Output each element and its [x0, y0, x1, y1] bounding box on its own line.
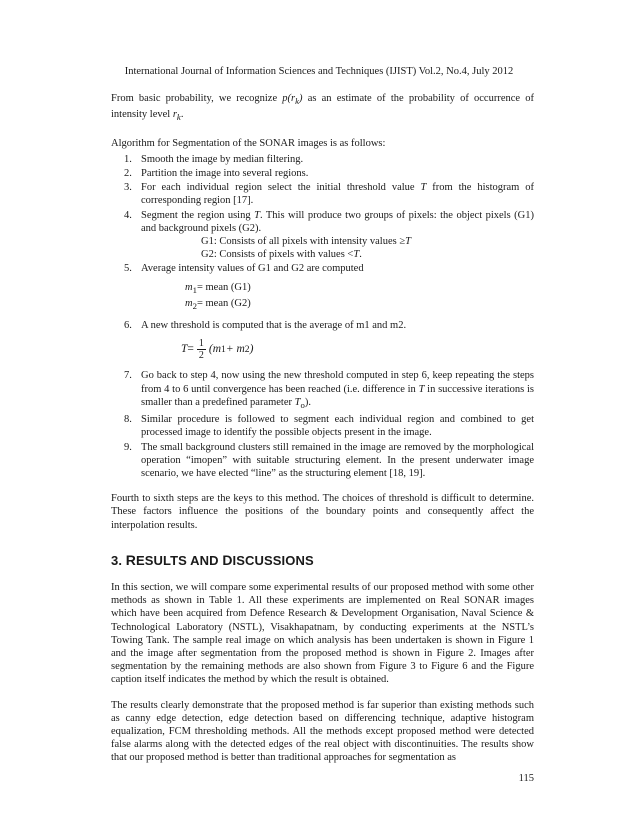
- algorithm-title: Algorithm for Segmentation of the SONAR images is as follows:: [111, 137, 386, 149]
- step-2: 2. Partition the image into several regions.: [124, 168, 309, 179]
- section-heading: 3. RESULTS AND DISCUSSIONS: [111, 551, 314, 568]
- group-g1-definition: G1: Consists of all pixels with intensity values ≥T: [201, 236, 411, 248]
- mean-definitions: [185, 281, 534, 314]
- running-header: International Journal of Information Sciences and Techniques (IJIST) Vol.2, No.4, July 2012: [124, 66, 514, 77]
- m1-definition: $m_1=$ mean (G1): [185, 281, 251, 295]
- group-g2-definition: G2: Consists of pixels with values <T.: [201, 249, 362, 261]
- step-3: 3. For each individual region select the initial threshold value T from the histogram of corresponding region [17].: [124, 182, 535, 207]
- key-steps-paragraph: Fourth to sixth steps are the keys to this method. The choices of threshold is difficult to determine. These factors influence the positions of the boundary points and consequently affect the interpolation results.: [111, 493, 534, 531]
- intensity-level-var: $r_k$: [172, 109, 181, 123]
- step-8: 8. Similar procedure is followed to segment each individual region and combined to get processed image to identify the possible objects present in the image.: [124, 414, 534, 439]
- step-1: 1. Smooth the image by median filtering.: [124, 153, 304, 165]
- step-4: 4. Segment the region using T. This will produce two groups of pixels: the object pixels (G1) and background pixels (G2). G1: Consists of all pixels with intensity values ≥T G2: Consists of pixels with values <T.: [124, 209, 534, 261]
- one-half-fraction: $\frac{1}{2}$: [198, 338, 204, 362]
- step-5: 5. Average intensity values of G1 and G2 are computed $m_1=$ mean (G1) $m_2=$ mean (G2): [111, 262, 534, 313]
- page-number: 115: [518, 773, 534, 784]
- step-9: 9. The small background clusters still remained in the image are removed by the morphological operation “imopen” with suitable structuring element. In the present underwater image scenario, we have elected “line” as the structuring element [18, 19].: [124, 441, 534, 479]
- page-body: [111, 92, 534, 765]
- intro-paragraph: From basic probability, we recognize $p(r_k)$ as an estimate of the probability of occurrence of intensity level $r_k$.: [111, 93, 534, 123]
- algorithm-steps: [111, 153, 534, 480]
- results-paragraph-1: In this section, we will compare some experimental results of our proposed method with some other methods as shown in Table 1. All these experiments are implemented on Real SONAR images which have been acquired from Defence Research & Development Organisation, Naval Science & Technological Laboratory (NSTL), Visakhapatnam, by conducting experiments at the NSTL’s Towing Tank. The sample real image on which analysis has been undertaken is shown in Figure 1 and the image after segmentation from the proposed method is shown in Figure 2. Images after segmentation by the remaining methods are also shown from Figure 3 to Figure 6 and the Figure caption itself indicates the method by which the result is obtained.: [111, 581, 534, 686]
- results-paragraph-2: The results clearly demonstrate that the proposed method is far superior than existing methods such as canny edge detection, edge detection based on differencing technique, adaptive histogram equalization, FCM thresholding methods. All the methods except proposed method were detected false alarms along with the detected edges of the real object with discontinuities. The results show that our proposed method is better than traditional approaches for segmentation as: [111, 699, 534, 764]
- probability-formula: $p(r_k)$: [282, 93, 303, 107]
- threshold-equation: T = $\frac{1}{2}$ (m 1 + m 2 ): [181, 338, 254, 362]
- step-7: 7. Go back to step 4, now using the new threshold computed in step 6, keep repeating the steps from 4 to 6 until convergence has been reached (i.e. difference in T in successive iterations is smaller than a predefined parameter $T_o$).: [124, 370, 535, 410]
- step-6: 6. A new threshold is computed that is the average of m1 and m2. T = $\frac{1}{2}$ (m 1 + m 2 ): [111, 319, 534, 361]
- m2-definition: $m_2=$ mean (G2): [185, 297, 251, 312]
